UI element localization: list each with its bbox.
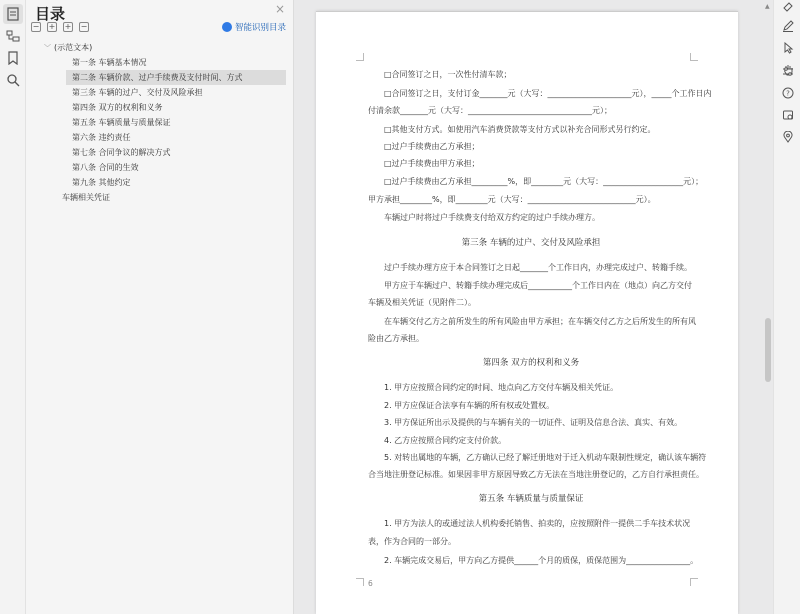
section-heading: 第三条 车辆的过户、交付及风险承担 [461,238,601,248]
doc-line: 过户手续办理方应于本合同签订之日起_______个工作日内，办理完成过户、转籍手续。 [384,263,692,272]
doc-line: 车辆过户时将过户手续费支付给双方约定的过户手续办理方。 [384,213,600,222]
right-tool-rail [773,0,800,614]
doc-line: □过户手续费由乙方承担； [384,142,480,151]
page-divider [316,11,738,12]
doc-line: □过户手续费由甲方承担； [384,159,480,168]
doc-line: □其他支付方式。如使用汽车消费贷款等支付方式以补充合同形式另行约定。 [384,125,656,134]
doc-line: 付清余款_______元（大写：_______________________________元）； [368,106,612,115]
chevron-down-icon[interactable]: ﹀ [44,44,51,52]
toc-item[interactable]: 第九条 其他约定 [72,178,131,187]
location-icon[interactable] [780,129,796,145]
doc-line: 表，作为合同的一部分。 [368,537,456,546]
svg-text:?: ? [786,89,790,98]
scroll-up-icon[interactable]: ▲ [765,3,770,10]
doc-line: 甲方应于车辆过户、转籍手续办理完成后___________个工作日内在（地点）向乙方交付 [384,281,692,290]
toc-item[interactable]: 车辆相关凭证 [62,193,110,202]
pen-icon[interactable] [780,18,796,34]
document-page [316,11,738,614]
left-icon-rail [0,0,26,614]
page-number: 6 [368,579,373,588]
doc-line: 2. 甲方应保证合法享有车辆的所有权或处置权。 [384,401,555,410]
search-icon[interactable] [3,70,23,90]
vertical-scrollbar[interactable] [763,0,773,614]
outline-icon[interactable] [3,4,23,24]
doc-line: 车辆及相关凭证（见附件二）。 [368,298,476,307]
doc-line: 险由乙方承担。 [368,334,424,343]
section-heading: 第五条 车辆质量与质量保证 [478,494,584,504]
doc-line: 合当地注册登记标准。如果因非甲方原因导致乙方无法在当地注册登记的，乙方自行承担责任。 [368,470,704,479]
toc-item[interactable]: 第一条 车辆基本情况 [72,58,147,67]
toc-item[interactable]: 第四条 双方的权利和义务 [72,103,163,112]
toc-item-root[interactable] [26,40,294,55]
doc-line: 1. 甲方为法人的或通过法人机构委托销售、拍卖的，应按照附件一提供二手车技术状况 [384,519,691,528]
toc-title: 目录 [35,5,66,23]
toc-item[interactable]: 第八条 合同的生效 [72,163,139,172]
add-entry-button[interactable]: + [64,22,72,31]
toc-panel [26,0,294,614]
doc-line: 3. 甲方保证所出示及提供的与车辆有关的一切证件、证明及信息合法、真实、有效。 [384,418,683,427]
cursor-icon[interactable] [780,40,796,56]
crop-mark [356,53,364,61]
toc-toolbar [31,22,89,32]
doc-line: 4. 乙方应按照合同约定支付价款。 [384,436,507,445]
doc-line: □合同签订之日，支付订金_______元（大写：_____________________元），_____个工作日内 [384,89,712,98]
smart-recognize-icon [222,22,232,32]
smart-toc-button[interactable] [222,21,286,33]
bookmark-tree-icon[interactable] [3,26,23,46]
toc-item[interactable]: 第七条 合同争议的解决方式 [72,148,171,157]
doc-line: □合同签订之日，一次性付清车款； [384,70,512,79]
expand-all-button[interactable]: + [48,22,56,31]
eraser-icon[interactable] [780,0,796,14]
bookmark-icon[interactable] [3,48,23,68]
toc-item[interactable]: 第五条 车辆质量与质量保证 [72,118,171,127]
toc-item-selected[interactable]: 第二条 车辆价款、过户手续费及支付时间、方式 [66,70,286,85]
crop-mark [690,578,698,586]
document-viewer[interactable] [294,0,762,614]
toc-item[interactable]: 第三条 车辆的过户、交付及风险承担 [72,88,203,97]
collapse-all-button[interactable]: − [32,22,40,31]
help-icon[interactable] [780,85,796,101]
crop-mark [690,53,698,61]
toc-item-label: (示范文本) [54,43,93,52]
shield-icon[interactable] [780,107,796,123]
doc-line: 甲方承担________%，即________元（大写：___________________________元）。 [368,195,656,204]
scroll-thumb[interactable] [765,318,771,382]
section-heading: 第四条 双方的权利和义务 [482,358,580,368]
doc-line: 在车辆交付乙方之前所发生的所有风险由甲方承担；在车辆交付乙方之后所发生的所有风 [384,317,696,326]
doc-line: □过户手续费由乙方承担_________%，即________元（大写：____________________元）； [384,177,704,186]
toc-list [26,40,294,205]
close-icon[interactable]: × [274,2,285,16]
settings-icon[interactable] [780,64,796,80]
toc-item[interactable]: 第六条 违约责任 [72,133,131,142]
remove-entry-button[interactable]: − [80,22,88,31]
doc-line: 2. 车辆完成交易后，甲方向乙方提供______个月的质保，质保范围为________________。 [384,556,699,565]
doc-line: 5. 对转出属地的车辆，乙方确认已经了解迁册地对于迁入机动车限制性规定，确认该车辆符 [384,453,707,462]
smart-toc-label: 智能识别目录 [234,23,286,33]
crop-mark [356,578,364,586]
doc-line: 1. 甲方应按照合同约定的时间、地点向乙方交付车辆及相关凭证。 [384,383,619,392]
